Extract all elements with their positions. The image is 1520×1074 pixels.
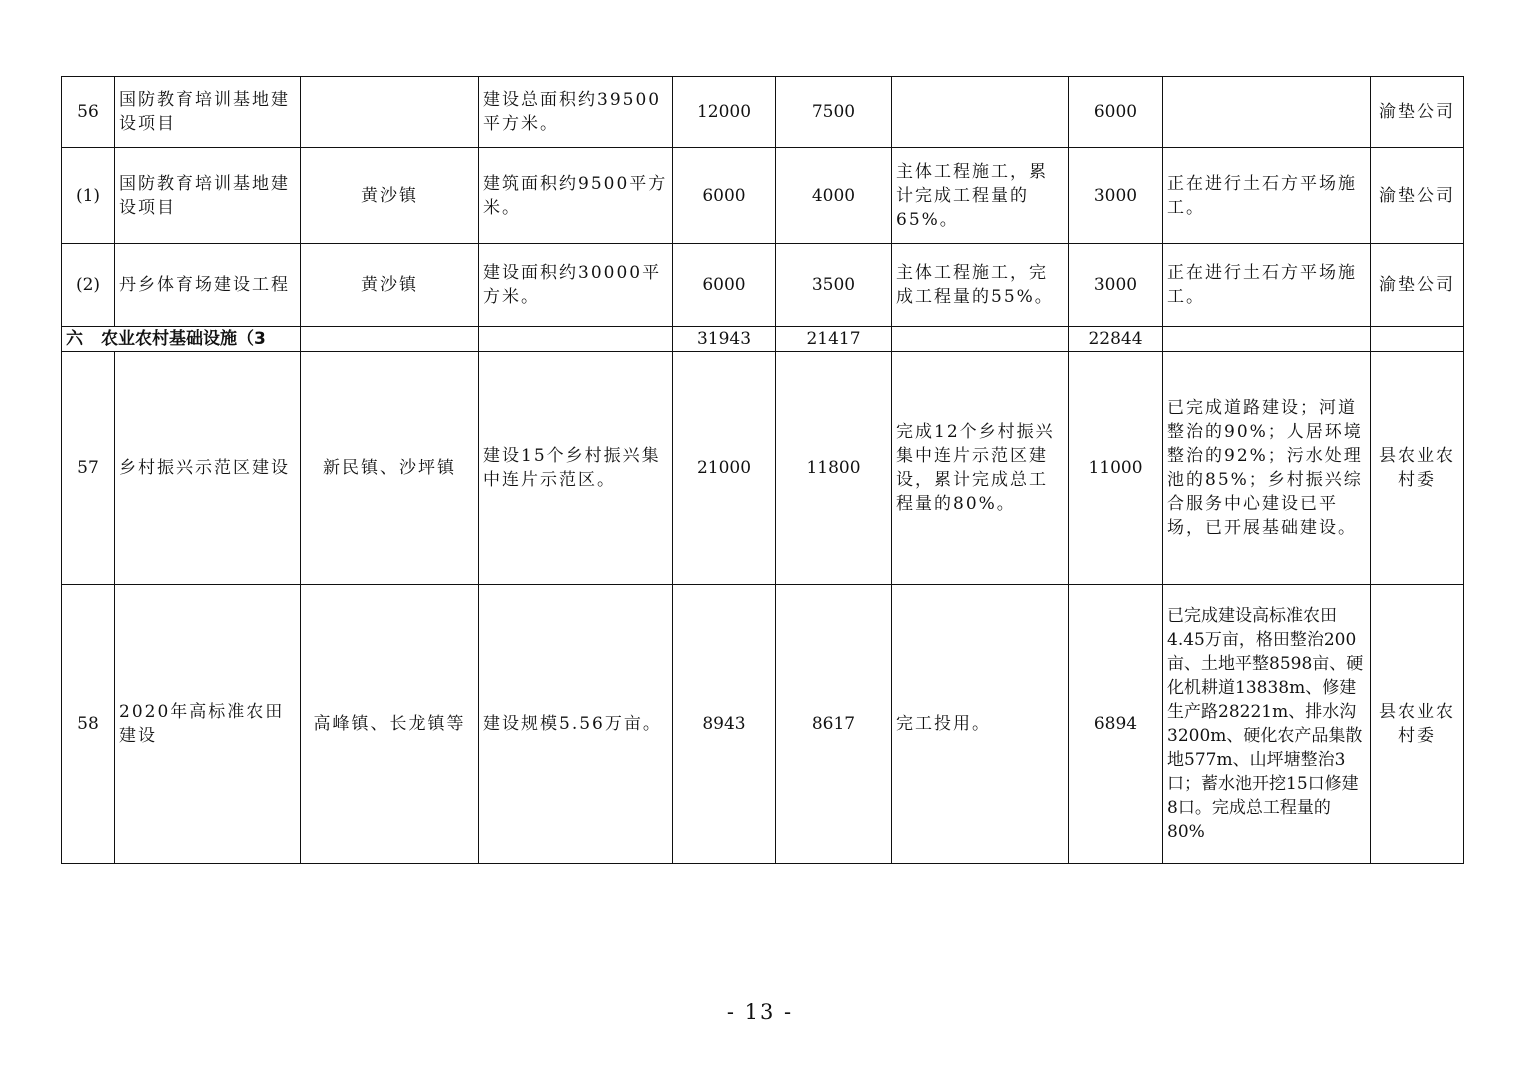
responsible-unit: 县农业农村委 bbox=[1371, 585, 1464, 864]
annual-plan: 6894 bbox=[1069, 585, 1163, 864]
empty-cell bbox=[479, 327, 673, 352]
project-name: 国防教育培训基地建设项目 bbox=[115, 148, 301, 244]
section-annual-plan: 22844 bbox=[1069, 327, 1163, 352]
construction-content: 建设总面积约39500平方米。 bbox=[479, 77, 673, 148]
annual-plan: 6000 bbox=[1069, 77, 1163, 148]
progress-description bbox=[892, 77, 1069, 148]
project-location: 黄沙镇 bbox=[301, 148, 479, 244]
section-heading bbox=[62, 327, 301, 352]
total-investment: 21000 bbox=[673, 352, 776, 585]
project-name: 2020年高标准农田建设 bbox=[115, 585, 301, 864]
project-name: 乡村振兴示范区建设 bbox=[115, 352, 301, 585]
section-number: 六 bbox=[66, 329, 83, 349]
section-row bbox=[62, 327, 1464, 352]
project-location: 新民镇、沙坪镇 bbox=[301, 352, 479, 585]
completed-investment: 7500 bbox=[776, 77, 892, 148]
construction-content: 建设15个乡村振兴集中连片示范区。 bbox=[479, 352, 673, 585]
section-completed-investment: 21417 bbox=[776, 327, 892, 352]
project-name: 丹乡体育场建设工程 bbox=[115, 244, 301, 327]
section-total-investment: 31943 bbox=[673, 327, 776, 352]
table-row bbox=[62, 148, 1464, 244]
total-investment: 12000 bbox=[673, 77, 776, 148]
row-number: 56 bbox=[62, 77, 115, 148]
construction-content: 建设规模5.56万亩。 bbox=[479, 585, 673, 864]
annual-plan: 3000 bbox=[1069, 148, 1163, 244]
table-row bbox=[62, 77, 1464, 148]
row-number: (2) bbox=[62, 244, 115, 327]
progress-description: 主体工程施工，累计完成工程量的65%。 bbox=[892, 148, 1069, 244]
project-location: 高峰镇、长龙镇等 bbox=[301, 585, 479, 864]
table-row bbox=[62, 585, 1464, 864]
current-status: 正在进行土石方平场施工。 bbox=[1163, 244, 1371, 327]
construction-content: 建筑面积约9500平方米。 bbox=[479, 148, 673, 244]
current-status: 已完成道路建设；河道整治的90%；人居环境整治的92%；污水处理池的85%；乡村振兴综合服务中心建设已平场，已开展基础建设。 bbox=[1163, 352, 1371, 585]
section-title: 农业农村基础设施（3 bbox=[101, 329, 266, 349]
progress-description: 完工投用。 bbox=[892, 585, 1069, 864]
total-investment: 6000 bbox=[673, 148, 776, 244]
completed-investment: 11800 bbox=[776, 352, 892, 585]
empty-cell bbox=[1163, 327, 1371, 352]
completed-investment: 4000 bbox=[776, 148, 892, 244]
empty-cell bbox=[301, 327, 479, 352]
row-number: 57 bbox=[62, 352, 115, 585]
completed-investment: 3500 bbox=[776, 244, 892, 327]
annual-plan: 3000 bbox=[1069, 244, 1163, 327]
empty-cell bbox=[1371, 327, 1464, 352]
construction-content: 建设面积约30000平方米。 bbox=[479, 244, 673, 327]
current-status bbox=[1163, 77, 1371, 148]
responsible-unit: 渝垫公司 bbox=[1371, 244, 1464, 327]
total-investment: 8943 bbox=[673, 585, 776, 864]
total-investment: 6000 bbox=[673, 244, 776, 327]
page-number: - 13 - bbox=[726, 1000, 794, 1024]
project-location: 黄沙镇 bbox=[301, 244, 479, 327]
table-row bbox=[62, 352, 1464, 585]
table-row bbox=[62, 244, 1464, 327]
completed-investment: 8617 bbox=[776, 585, 892, 864]
current-status: 已完成建设高标准农田4.45万亩，格田整治200亩、土地平整8598亩、硬化机耕道13838m、修建生产路28221m、排水沟3200m、硬化农产品集散地577m、山坪塘整治3口；蓄水池开挖15口修建8口。完成总工程量的80% bbox=[1163, 585, 1371, 864]
annual-plan: 11000 bbox=[1069, 352, 1163, 585]
project-location bbox=[301, 77, 479, 148]
empty-cell bbox=[892, 327, 1069, 352]
project-name: 国防教育培训基地建设项目 bbox=[115, 77, 301, 148]
progress-description: 完成12个乡村振兴集中连片示范区建设，累计完成总工程量的80%。 bbox=[892, 352, 1069, 585]
responsible-unit: 县农业农村委 bbox=[1371, 352, 1464, 585]
row-number: (1) bbox=[62, 148, 115, 244]
row-number: 58 bbox=[62, 585, 115, 864]
responsible-unit: 渝垫公司 bbox=[1371, 77, 1464, 148]
progress-description: 主体工程施工，完成工程量的55%。 bbox=[892, 244, 1069, 327]
project-progress-table bbox=[61, 76, 1464, 864]
responsible-unit: 渝垫公司 bbox=[1371, 148, 1464, 244]
current-status: 正在进行土石方平场施工。 bbox=[1163, 148, 1371, 244]
